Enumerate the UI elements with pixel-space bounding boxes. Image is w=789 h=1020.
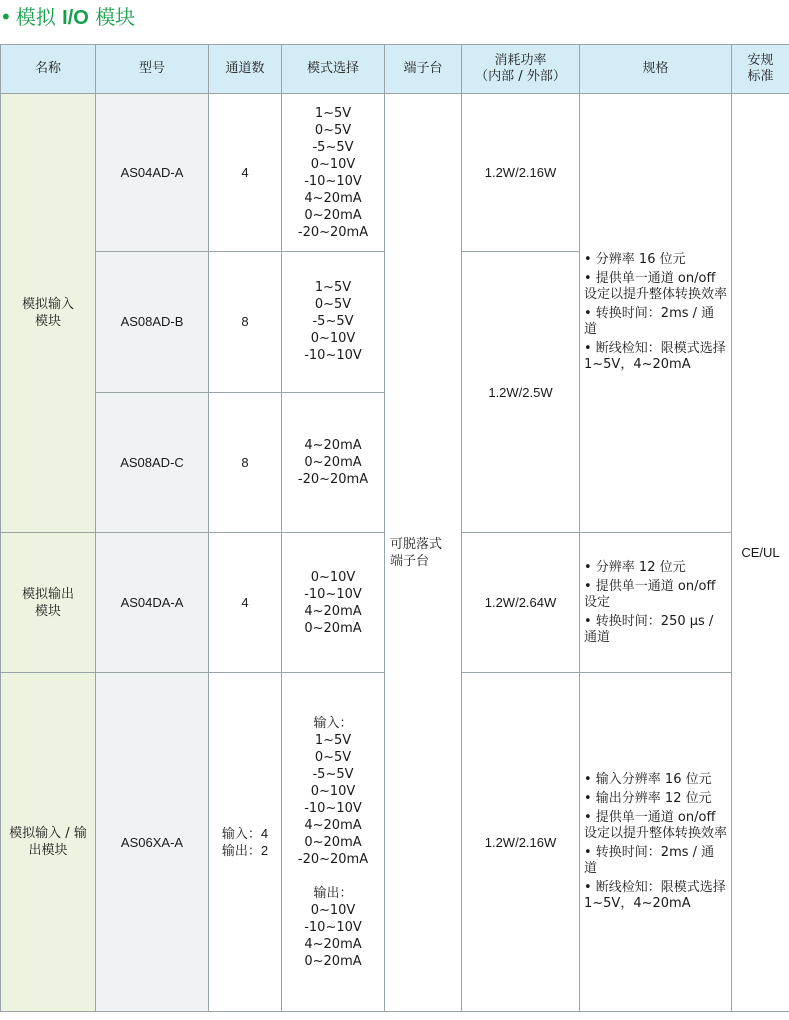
mode-line: -20~20mA	[297, 851, 369, 867]
mode-line: 0~10V	[310, 331, 356, 347]
mode-line: 0~20mA	[304, 454, 362, 470]
cell-mode	[282, 392, 385, 532]
mode-line: 0~20mA	[304, 834, 362, 850]
spec-item: • 输入分辨率 16 位元	[584, 772, 712, 788]
name-line: 出模块	[28, 843, 68, 859]
spec-item: • 转换时间：2ms / 通道	[584, 845, 715, 877]
title-suffix: 模块	[95, 5, 136, 29]
mode-line: -20~20mA	[297, 224, 369, 240]
mode-line: 4~20mA	[304, 603, 362, 619]
mode-line: 4~20mA	[304, 817, 362, 833]
spec-item: • 断线检知：限模式选择 1~5V，4~20mA	[584, 880, 726, 912]
cell-channels: 4	[209, 532, 282, 672]
cell-power: 1.2W/2.16W	[462, 673, 580, 1012]
cell-model: AS08AD-C	[96, 392, 209, 532]
cell-name-output	[1, 532, 96, 672]
channels-line: 输出：2	[221, 843, 269, 859]
header-power-line: （内部 / 外部）	[475, 69, 566, 84]
mode-line: 1~5V	[314, 732, 352, 748]
header-channels: 通道数	[209, 45, 282, 94]
mode-line: 4~20mA	[304, 437, 362, 453]
name-line: 模拟输入	[21, 296, 74, 312]
cell-name-input	[1, 94, 96, 533]
spec-item: • 断线检知：限模式选择 1~5V，4~20mA	[584, 341, 726, 373]
mode-line: -10~10V	[304, 348, 362, 364]
spec-item: • 转换时间：250 μs / 通道	[584, 613, 714, 645]
spec-item: • 提供单一通道 on/off 设定	[584, 578, 716, 610]
cell-spec-io	[580, 673, 732, 1012]
header-safety-line: 安规	[747, 53, 774, 68]
cell-channels: 8	[209, 252, 282, 392]
cell-channels: 8	[209, 392, 282, 532]
mode-line: -5~5V	[312, 766, 354, 782]
channels-line: 输入：4	[221, 826, 269, 842]
spec-item: • 提供单一通道 on/off 设定以提升整体转换效率	[584, 271, 728, 303]
cell-mode	[282, 94, 385, 252]
mode-line: 0~20mA	[304, 620, 362, 636]
mode-line: 0~10V	[310, 569, 356, 585]
mode-line: -5~5V	[312, 139, 354, 155]
title-prefix: 模拟	[15, 5, 56, 29]
cell-channels	[209, 673, 282, 1012]
header-model: 型号	[96, 45, 209, 94]
cell-name-io	[1, 673, 96, 1012]
terminal-line: 可脱落式	[390, 536, 443, 552]
mode-line: 1~5V	[314, 105, 352, 121]
name-line: 模拟输出	[21, 586, 74, 602]
header-row	[1, 45, 789, 94]
io-module-table	[0, 44, 789, 1012]
spec-item: • 分辨率 12 位元	[584, 559, 686, 575]
mode-line: 0~10V	[310, 156, 356, 172]
header-name: 名称	[1, 45, 96, 94]
name-line: 模块	[34, 603, 61, 619]
mode-line: 0~10V	[310, 902, 356, 918]
mode-line: 4~20mA	[304, 936, 362, 952]
mode-line: -10~10V	[304, 919, 362, 935]
mode-line: 0~20mA	[304, 207, 362, 223]
mode-line: 0~5V	[314, 749, 352, 765]
header-safety	[732, 45, 789, 94]
cell-terminal	[385, 94, 462, 1012]
mode-line: 1~5V	[314, 280, 352, 296]
cell-safety: CE/UL	[732, 94, 789, 1012]
cell-model: AS04DA-A	[96, 532, 209, 672]
header-terminal: 端子台	[385, 45, 462, 94]
spec-item: • 输出分辨率 12 位元	[584, 791, 712, 807]
title-bullet: •	[0, 5, 12, 29]
terminal-line: 端子台	[390, 553, 430, 569]
mode-line: 0~5V	[314, 122, 352, 138]
spec-item: • 分辨率 16 位元	[584, 252, 686, 268]
mode-in-label: 输入：	[313, 715, 353, 731]
cell-mode	[282, 673, 385, 1012]
cell-mode	[282, 532, 385, 672]
cell-power: 1.2W/2.64W	[462, 532, 580, 672]
mode-line: -5~5V	[312, 314, 354, 330]
mode-line: -20~20mA	[297, 471, 369, 487]
header-safety-line: 标准	[747, 69, 774, 84]
mode-line: 0~20mA	[304, 953, 362, 969]
cell-spec-input	[580, 94, 732, 533]
spec-item: • 提供单一通道 on/off 设定以提升整体转换效率	[584, 810, 728, 842]
mode-line: 0~5V	[314, 297, 352, 313]
cell-model: AS04AD-A	[96, 94, 209, 252]
cell-power: 1.2W/2.16W	[462, 94, 580, 252]
spec-item: • 转换时间：2ms / 通道	[584, 306, 715, 338]
title-bold: I/O	[62, 7, 89, 29]
header-power-line: 消耗功率	[494, 53, 547, 68]
name-line: 模块	[34, 313, 61, 329]
cell-spec-output	[580, 532, 732, 672]
header-spec: 规格	[580, 45, 732, 94]
cell-power: 1.2W/2.5W	[462, 252, 580, 533]
mode-line: 0~10V	[310, 783, 356, 799]
page-title	[0, 0, 789, 34]
cell-model: AS08AD-B	[96, 252, 209, 392]
header-power	[462, 45, 580, 94]
mode-line: -10~10V	[304, 586, 362, 602]
header-mode: 模式选择	[282, 45, 385, 94]
cell-channels: 4	[209, 94, 282, 252]
cell-mode	[282, 252, 385, 392]
mode-line: 4~20mA	[304, 190, 362, 206]
cell-model: AS06XA-A	[96, 673, 209, 1012]
table-row	[1, 94, 789, 252]
mode-line: -10~10V	[304, 173, 362, 189]
mode-gap	[285, 868, 381, 885]
name-line: 模拟输入 / 输	[9, 826, 87, 842]
mode-out-label: 输出：	[313, 885, 353, 901]
mode-line: -10~10V	[304, 800, 362, 816]
